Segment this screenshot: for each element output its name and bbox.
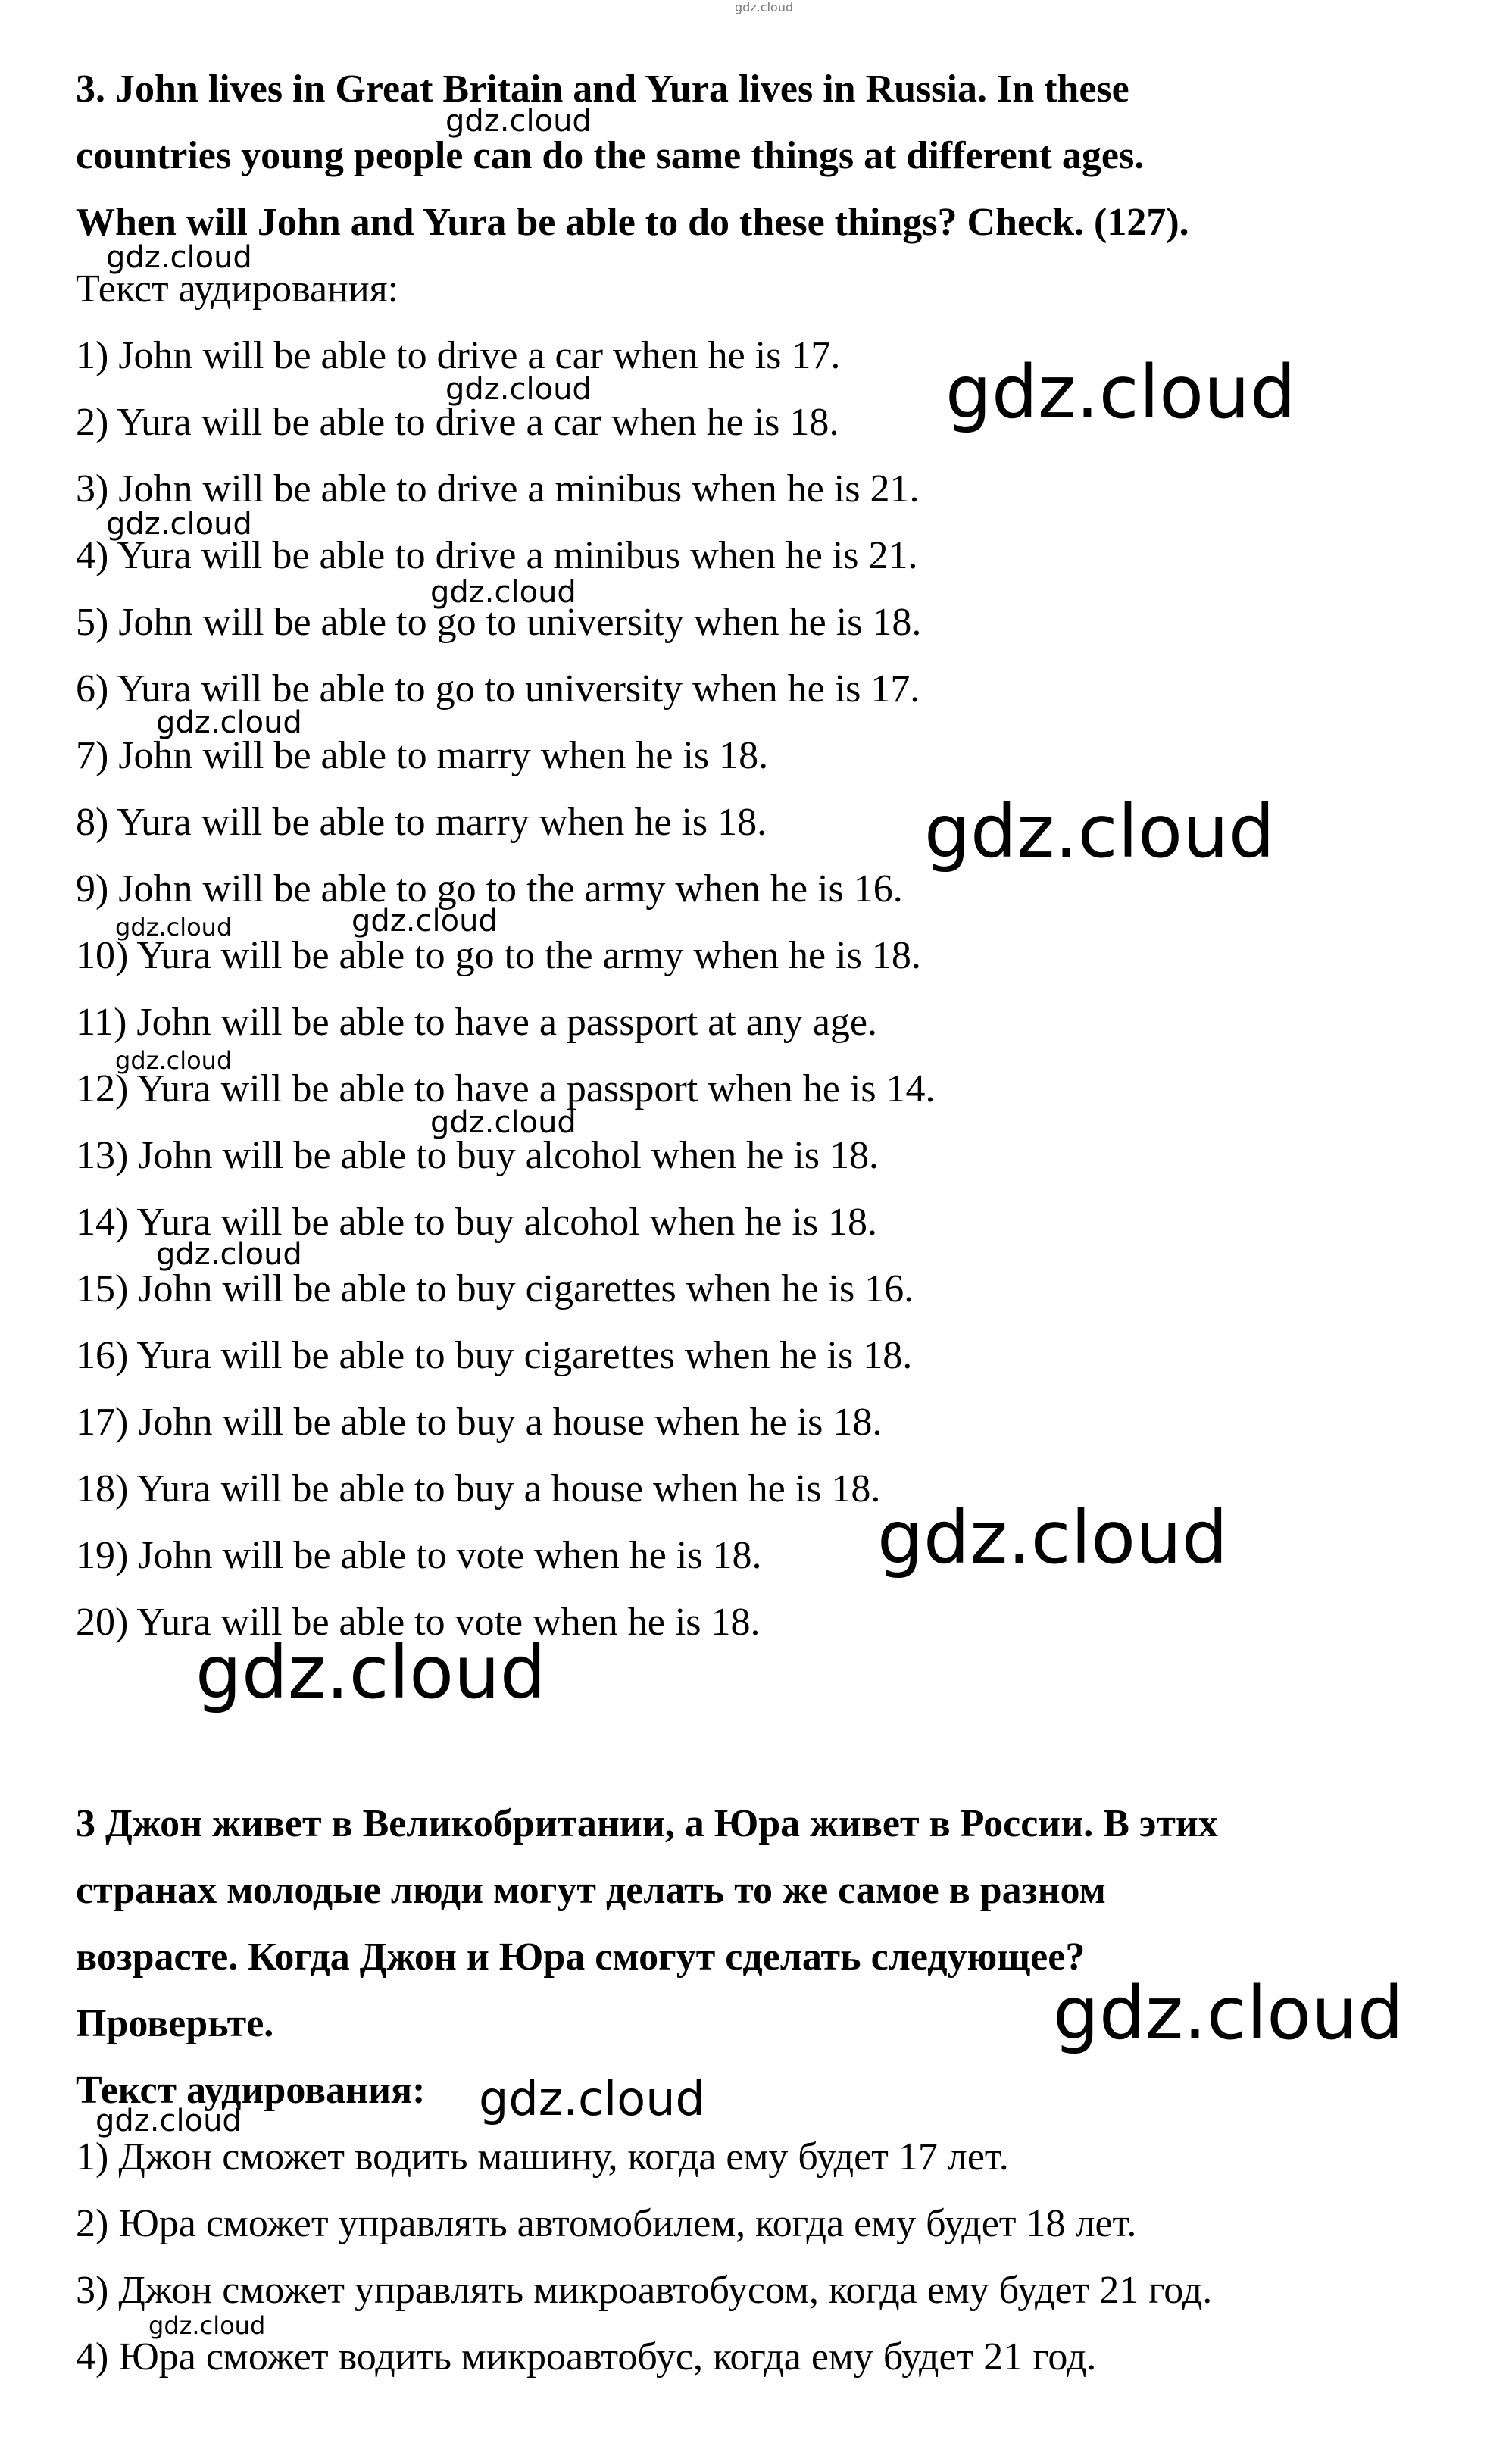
watermark-logo: gdz.cloud	[106, 507, 252, 542]
list-item: 7) John will be able to marry when he is 18.	[76, 734, 769, 777]
watermark-logo: gdz.cloud	[877, 1495, 1228, 1580]
watermark-logo: gdz.cloud	[430, 575, 576, 610]
watermark-logo: gdz.cloud	[1053, 1971, 1404, 2056]
list-item: 6) Yura will be able to go to university when he is 17.	[76, 667, 920, 711]
translation-heading-line-4: Проверьте.	[76, 2002, 274, 2045]
translation-heading-line-3: возрасте. Когда Джон и Юра смогут сделать следующее?	[76, 1935, 1086, 1979]
watermark-logo: gdz.cloud	[351, 904, 498, 939]
watermark-logo: gdz.cloud	[430, 1105, 576, 1140]
watermark-logo: gdz.cloud	[445, 372, 592, 407]
watermark-logo: gdz.cloud	[148, 2311, 266, 2340]
listening-text-label: Текст аудирования:	[76, 267, 399, 311]
list-item: 15) John will be able to buy cigarettes when he is 16.	[76, 1267, 914, 1310]
list-item: 10) Yura will be able to go to the army when he is 18.	[76, 934, 921, 977]
list-item: 18) Yura will be able to buy a house when he is 18.	[76, 1467, 881, 1510]
list-item: 2) Yura will be able to drive a car when he is 18.	[76, 401, 839, 444]
watermark-logo: gdz.cloud	[95, 2104, 242, 2138]
list-item: 3) Джон сможет управлять микроавтобусом, когда ему будет 21 год.	[76, 2269, 1213, 2312]
watermark-logo: gdz.cloud	[735, 0, 794, 14]
list-item: 8) Yura will be able to marry when he is 18.	[76, 801, 767, 844]
translation-heading-line-2: странах молодые люди могут делать то же самое в разном	[76, 1869, 1106, 1912]
translation-listening-label: Текст аудирования:	[76, 2069, 426, 2112]
watermark-logo: gdz.cloud	[945, 350, 1296, 435]
task-heading-line-1: 3. John lives in Great Britain and Yura lives in Russia. In these	[76, 67, 1129, 111]
list-item: 1) John will be able to drive a car when he is 17.	[76, 334, 841, 377]
list-item: 11) John will be able to have a passport at any age.	[76, 1001, 877, 1044]
list-item: 5) John will be able to go to university when he is 18.	[76, 601, 922, 644]
watermark-logo: gdz.cloud	[115, 1046, 233, 1075]
list-item: 4) Yura will be able to drive a minibus when he is 21.	[76, 534, 918, 577]
list-item: 3) John will be able to drive a minibus when he is 21.	[76, 467, 920, 511]
list-item: 19) John will be able to vote when he is 18.	[76, 1534, 762, 1577]
task-heading-line-3: When will John and Yura be able to do these things? Check. (127).	[76, 201, 1189, 244]
watermark-logo: gdz.cloud	[115, 913, 233, 942]
list-item: 12) Yura will be able to have a passport when he is 14.	[76, 1067, 936, 1110]
list-item: 9) John will be able to go to the army when he is 16.	[76, 867, 903, 911]
watermark-logo: gdz.cloud	[106, 240, 252, 275]
watermark-logo: gdz.cloud	[924, 789, 1275, 874]
watermark-logo: gdz.cloud	[156, 705, 302, 740]
translation-heading-line-1: 3 Джон живет в Великобритании, а Юра живет в России. В этих	[76, 1802, 1218, 1845]
list-item: 17) John will be able to buy a house when he is 18.	[76, 1401, 883, 1444]
list-item: 2) Юра сможет управлять автомобилем, когда ему будет 18 лет.	[76, 2202, 1137, 2245]
list-item: 4) Юра сможет водить микроавтобус, когда ему будет 21 год.	[76, 2335, 1097, 2379]
watermark-logo: gdz.cloud	[445, 104, 592, 139]
list-item: 14) Yura will be able to buy alcohol when he is 18.	[76, 1201, 878, 1244]
watermark-logo: gdz.cloud	[195, 1630, 546, 1715]
list-item: 1) Джон сможет водить машину, когда ему будет 17 лет.	[76, 2135, 1009, 2179]
task-heading-line-2: countries young people can do the same things at different ages.	[76, 134, 1145, 177]
watermark-logo: gdz.cloud	[156, 1237, 302, 1272]
list-item: 13) John will be able to buy alcohol when he is 18.	[76, 1134, 879, 1177]
list-item: 20) Yura will be able to vote when he is 18.	[76, 1601, 761, 1644]
watermark-logo: gdz.cloud	[479, 2071, 705, 2126]
list-item: 16) Yura will be able to buy cigarettes when he is 18.	[76, 1334, 913, 1377]
